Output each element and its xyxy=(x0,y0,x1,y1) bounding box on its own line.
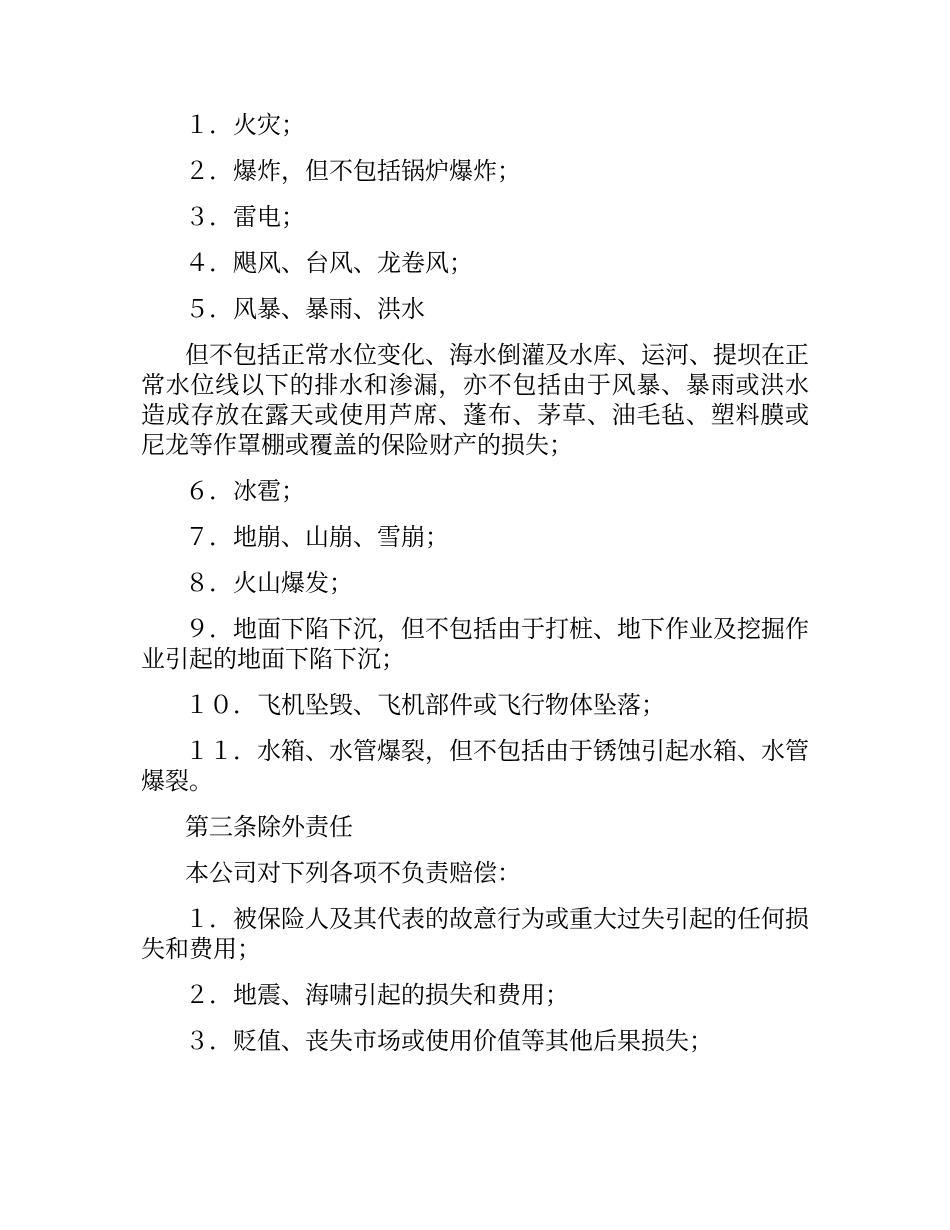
clause-item-1-fire: １．火灾； xyxy=(185,111,305,139)
document-body xyxy=(141,110,809,1072)
clause-item-5-storm-flood: ５．风暴、暴雨、洪水 xyxy=(185,295,425,323)
section-heading-exclusions: 第三条除外责任 xyxy=(185,813,353,841)
clause-item-5-exclusion-text: 但不包括正常水位变化、海水倒灌及水库、运河、提坝在正常水位线以下的排水和渗漏，亦不包括由于风暴、暴雨或洪水造成存放在露天或使用芦席、蓬布、茅草、油毛毡、塑料膜或尼龙等作罩棚或覆盖的保险财产的损失； xyxy=(141,341,809,459)
exclusion-item-1-intentional: １．被保险人及其代表的故意行为或重大过失引起的任何损失和费用； xyxy=(141,905,809,963)
clause-item-3-lightning: ３．雷电； xyxy=(185,203,305,231)
exclusion-item-3-depreciation: ３．贬值、丧失市场或使用价值等其他后果损失； xyxy=(185,1027,713,1055)
clause-item-8-volcano: ８．火山爆发； xyxy=(185,569,353,597)
clause-item-11-water-tank: １１．水箱、水管爆裂，但不包括由于锈蚀引起水箱、水管爆裂。 xyxy=(141,737,809,795)
exclusion-item-2-earthquake: ２．地震、海啸引起的损失和费用； xyxy=(185,981,569,1009)
clause-item-4-wind: ４．飓风、台风、龙卷风； xyxy=(185,249,473,277)
clause-item-10-aircraft: １０．飞机坠毁、飞机部件或飞行物体坠落； xyxy=(185,691,665,719)
clause-item-6-hail: ６．冰雹； xyxy=(185,477,305,505)
clause-item-2-explosion: ２．爆炸，但不包括锅炉爆炸； xyxy=(185,157,521,185)
exclusions-intro: 本公司对下列各项不负责赔偿： xyxy=(185,859,521,887)
clause-item-9-subsidence: ９．地面下陷下沉，但不包括由于打桩、地下作业及挖掘作业引起的地面下陷下沉； xyxy=(141,615,809,673)
clause-item-7-landslide: ７．地崩、山崩、雪崩； xyxy=(185,523,449,551)
